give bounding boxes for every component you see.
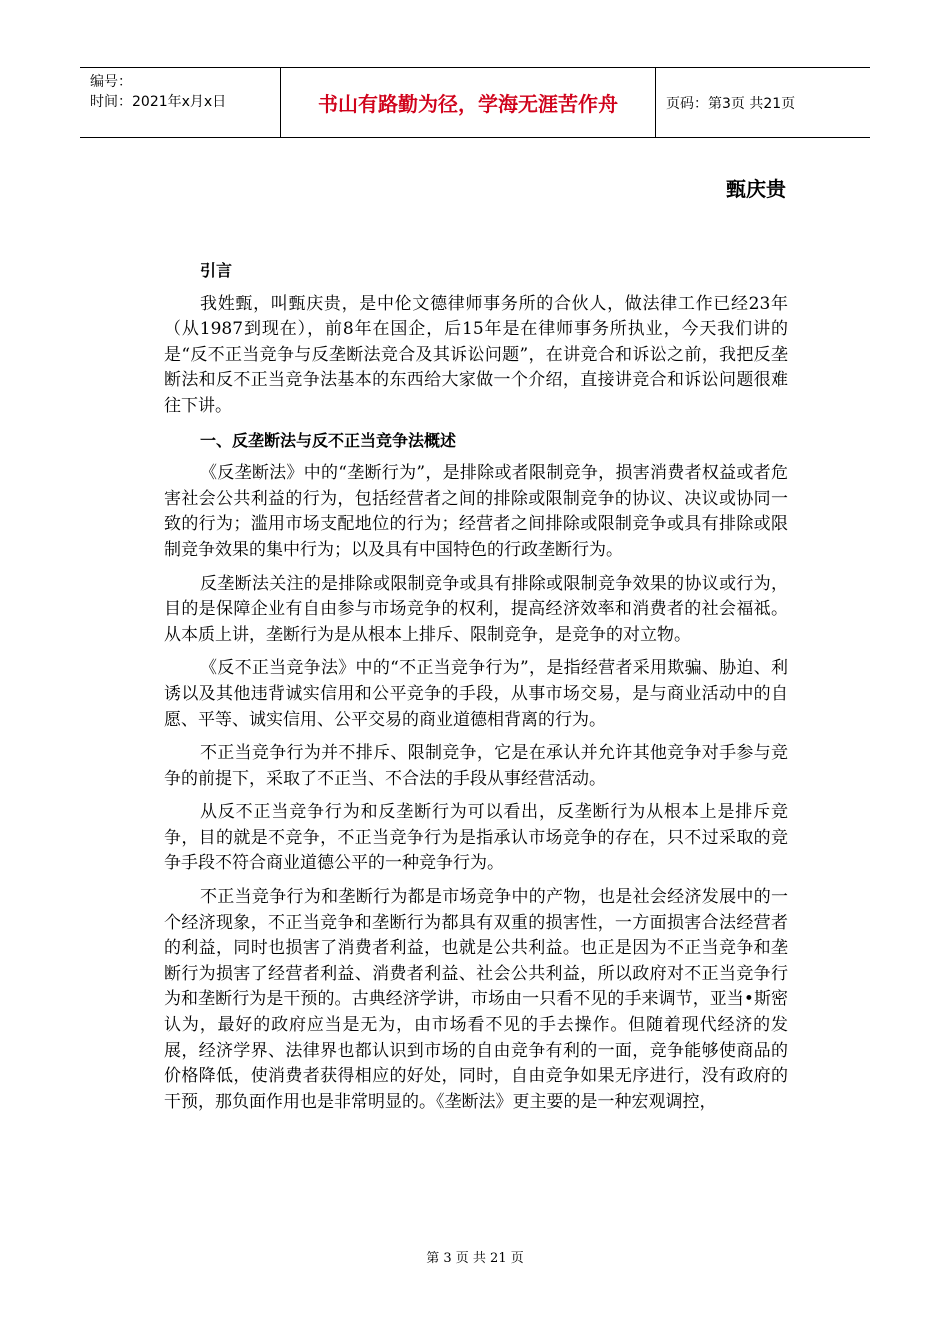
number-label: 编号：: [90, 74, 132, 90]
motto: 书山有路勤为径，学海无涯苦作舟: [281, 68, 656, 137]
paragraph: 我姓甄，叫甄庆贵，是中伦文德律师事务所的合伙人，做法律工作已经23年（从1987到现在），前8年在国企，后15年是在律师事务所执业，今天我们讲的是“反不正当竞争与反垄断法竞合及其诉讼问题”，在讲竞合和诉讼之前，我把反垄断法和反不正当竞争法基本的东西给大家做一个介绍，直接讲竞合和诉讼问题很难往下讲。: [164, 293, 788, 416]
paragraph: 不正当竞争行为并不排斥、限制竞争，它是在承认并允许其他竞争对手参与竞争的前提下，采取了不正当、不合法的手段从事经营活动。: [164, 743, 788, 789]
page-footer: 第 3 页 共 21 页: [426, 1251, 524, 1266]
paragraph: 不正当竞争行为和垄断行为都是市场竞争中的产物，也是社会经济发展中的一个经济现象，不正当竞争和垄断行为都具有双重的损害性，一方面损害合法经营者的利益，同时也损害了消费者利益，也就是公共利益。也正是因为不正当竞争和垄断行为损害了经营者利益、消费者利益、社会公共利益，所以政府对不正当竞争行为和垄断行为是干预的。古典经济学讲，市场由一只看不见的手来调节，亚当•斯密认为，最好的政府应当是无为，由市场看不见的手去操作。但随着现代经济的发展，经济学界、法律界也都认识到市场的自由竞争有利的一面，竞争能够使商品的价格降低，使消费者获得相应的好处，同时，自由竞争如果无序进行，没有政府的干预，那负面作用也是非常明显的。《垄断法》更主要的是一种宏观调控，: [164, 887, 788, 1112]
paragraph: 反垄断法关注的是排除或限制竞争或具有排除或限制竞争效果的协议或行为，目的是保障企业有自由参与市场竞争的权利，提高经济效率和消费者的社会福祗。从本质上讲，垄断行为是从根本上排斥、限制竞争，是竞争的对立物。: [164, 573, 788, 645]
section-heading-overview: 一、反垄断法与反不正当竞争法概述: [200, 430, 457, 450]
document-header: [80, 67, 870, 138]
document-body: [164, 258, 788, 1123]
paragraph: 《反不正当竞争法》中的“不正当竞争行为”，是指经营者采用欺骗、胁迫、利诱以及其他违背诚实信用和公平竞争的手段，从事市场交易，是与商业活动中的自愿、平等、诚实信用、公平交易的商业道德相背离的行为。: [164, 658, 788, 730]
paragraph: 从反不正当竞争行为和反垄断行为可以看出，反垄断行为从根本上是排斥竞争，目的就是不竞争，不正当竞争行为是指承认市场竞争的存在，只不过采取的竞争手段不符合商业道德公平的一种竞争行为。: [164, 802, 788, 874]
date-label: 时间：2021年x月x日: [90, 94, 227, 110]
section-heading-intro: 引言: [200, 261, 233, 280]
author-name: 甄庆贵: [726, 177, 786, 201]
paragraph: 《反垄断法》中的“垄断行为”，是排除或者限制竞争，损害消费者权益或者危害社会公共利益的行为，包括经营者之间的排除或限制竞争的协议、决议或协同一致的行为；滥用市场支配地位的行为；经营者之间排除或限制竞争或具有排除或限制竞争效果的集中行为；以及具有中国特色的行政垄断行为。: [164, 463, 788, 560]
page-label: 页码：第3页 共21页: [666, 95, 796, 112]
header-info-cell: [80, 68, 281, 137]
